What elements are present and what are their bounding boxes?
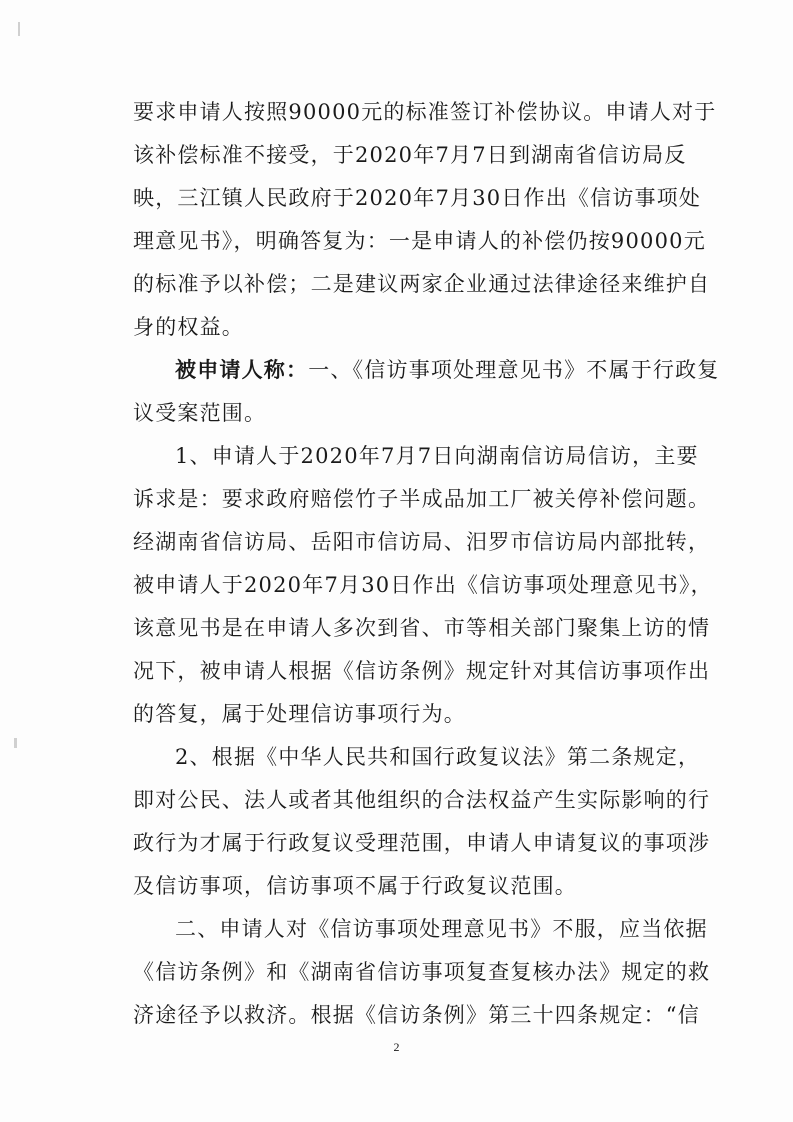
body-line-20: 二、申请人对《信访事项处理意见书》不服，应当依据 <box>175 917 708 941</box>
body-line-8: 议受案范围。 <box>133 401 267 425</box>
body-line-5: 的标准予以补偿；二是建议两家企业通过法律途径来维护自 <box>133 272 711 296</box>
scan-mark-left <box>14 738 17 748</box>
body-line-3: 映，三江镇人民政府于2020年7月30日作出《信访事项处 <box>133 186 702 210</box>
body-line-7 <box>175 356 720 384</box>
body-line-10: 诉求是：要求政府赔偿竹子半成品加工厂被关停补偿问题。 <box>133 487 711 511</box>
body-line-1: 要求申请人按照90000元的标准签订补偿协议。申请人对于 <box>133 100 717 124</box>
body-line-2: 该补偿标准不接受，于2020年7月7日到湖南省信访局反 <box>133 143 687 167</box>
respondent-point-one: 一、《信访事项处理意见书》不属于行政复 <box>308 358 720 382</box>
body-line-22: 济途径予以救济。根据《信访条例》第三十四条规定：“信 <box>133 1003 700 1027</box>
body-line-17: 即对公民、法人或者其他组织的合法权益产生实际影响的行 <box>133 788 711 812</box>
body-line-11: 经湖南省信访局、岳阳市信访局、汨罗市信访局内部批转， <box>133 530 711 554</box>
body-line-16: 2、根据《中华人民共和国行政复议法》第二条规定， <box>175 745 701 769</box>
scan-mark-top <box>18 22 20 36</box>
body-line-4: 理意见书》，明确答复为：一是申请人的补偿仍按90000元 <box>133 229 706 253</box>
body-line-6: 身的权益。 <box>133 315 244 339</box>
respondent-lead: 被申请人称： <box>175 357 309 382</box>
page-number: 2 <box>393 1040 400 1054</box>
body-line-21: 《信访条例》和《湖南省信访事项复查复核办法》规定的救 <box>133 960 711 984</box>
body-line-19: 及信访事项，信访事项不属于行政复议范围。 <box>133 874 577 898</box>
body-line-13: 该意见书是在申请人多次到省、市等相关部门聚集上访的情 <box>133 616 711 640</box>
body-line-18: 政行为才属于行政复议受理范围，申请人申请复议的事项涉 <box>133 831 711 855</box>
body-line-15: 的答复，属于处理信访事项行为。 <box>133 702 466 726</box>
body-line-14: 况下，被申请人根据《信访条例》规定针对其信访事项作出 <box>133 659 711 683</box>
body-line-12: 被申请人于2020年7月30日作出《信访事项处理意见书》， <box>133 573 713 597</box>
body-line-9: 1、申请人于2020年7月7日向湖南信访局信访，主要 <box>175 444 699 468</box>
